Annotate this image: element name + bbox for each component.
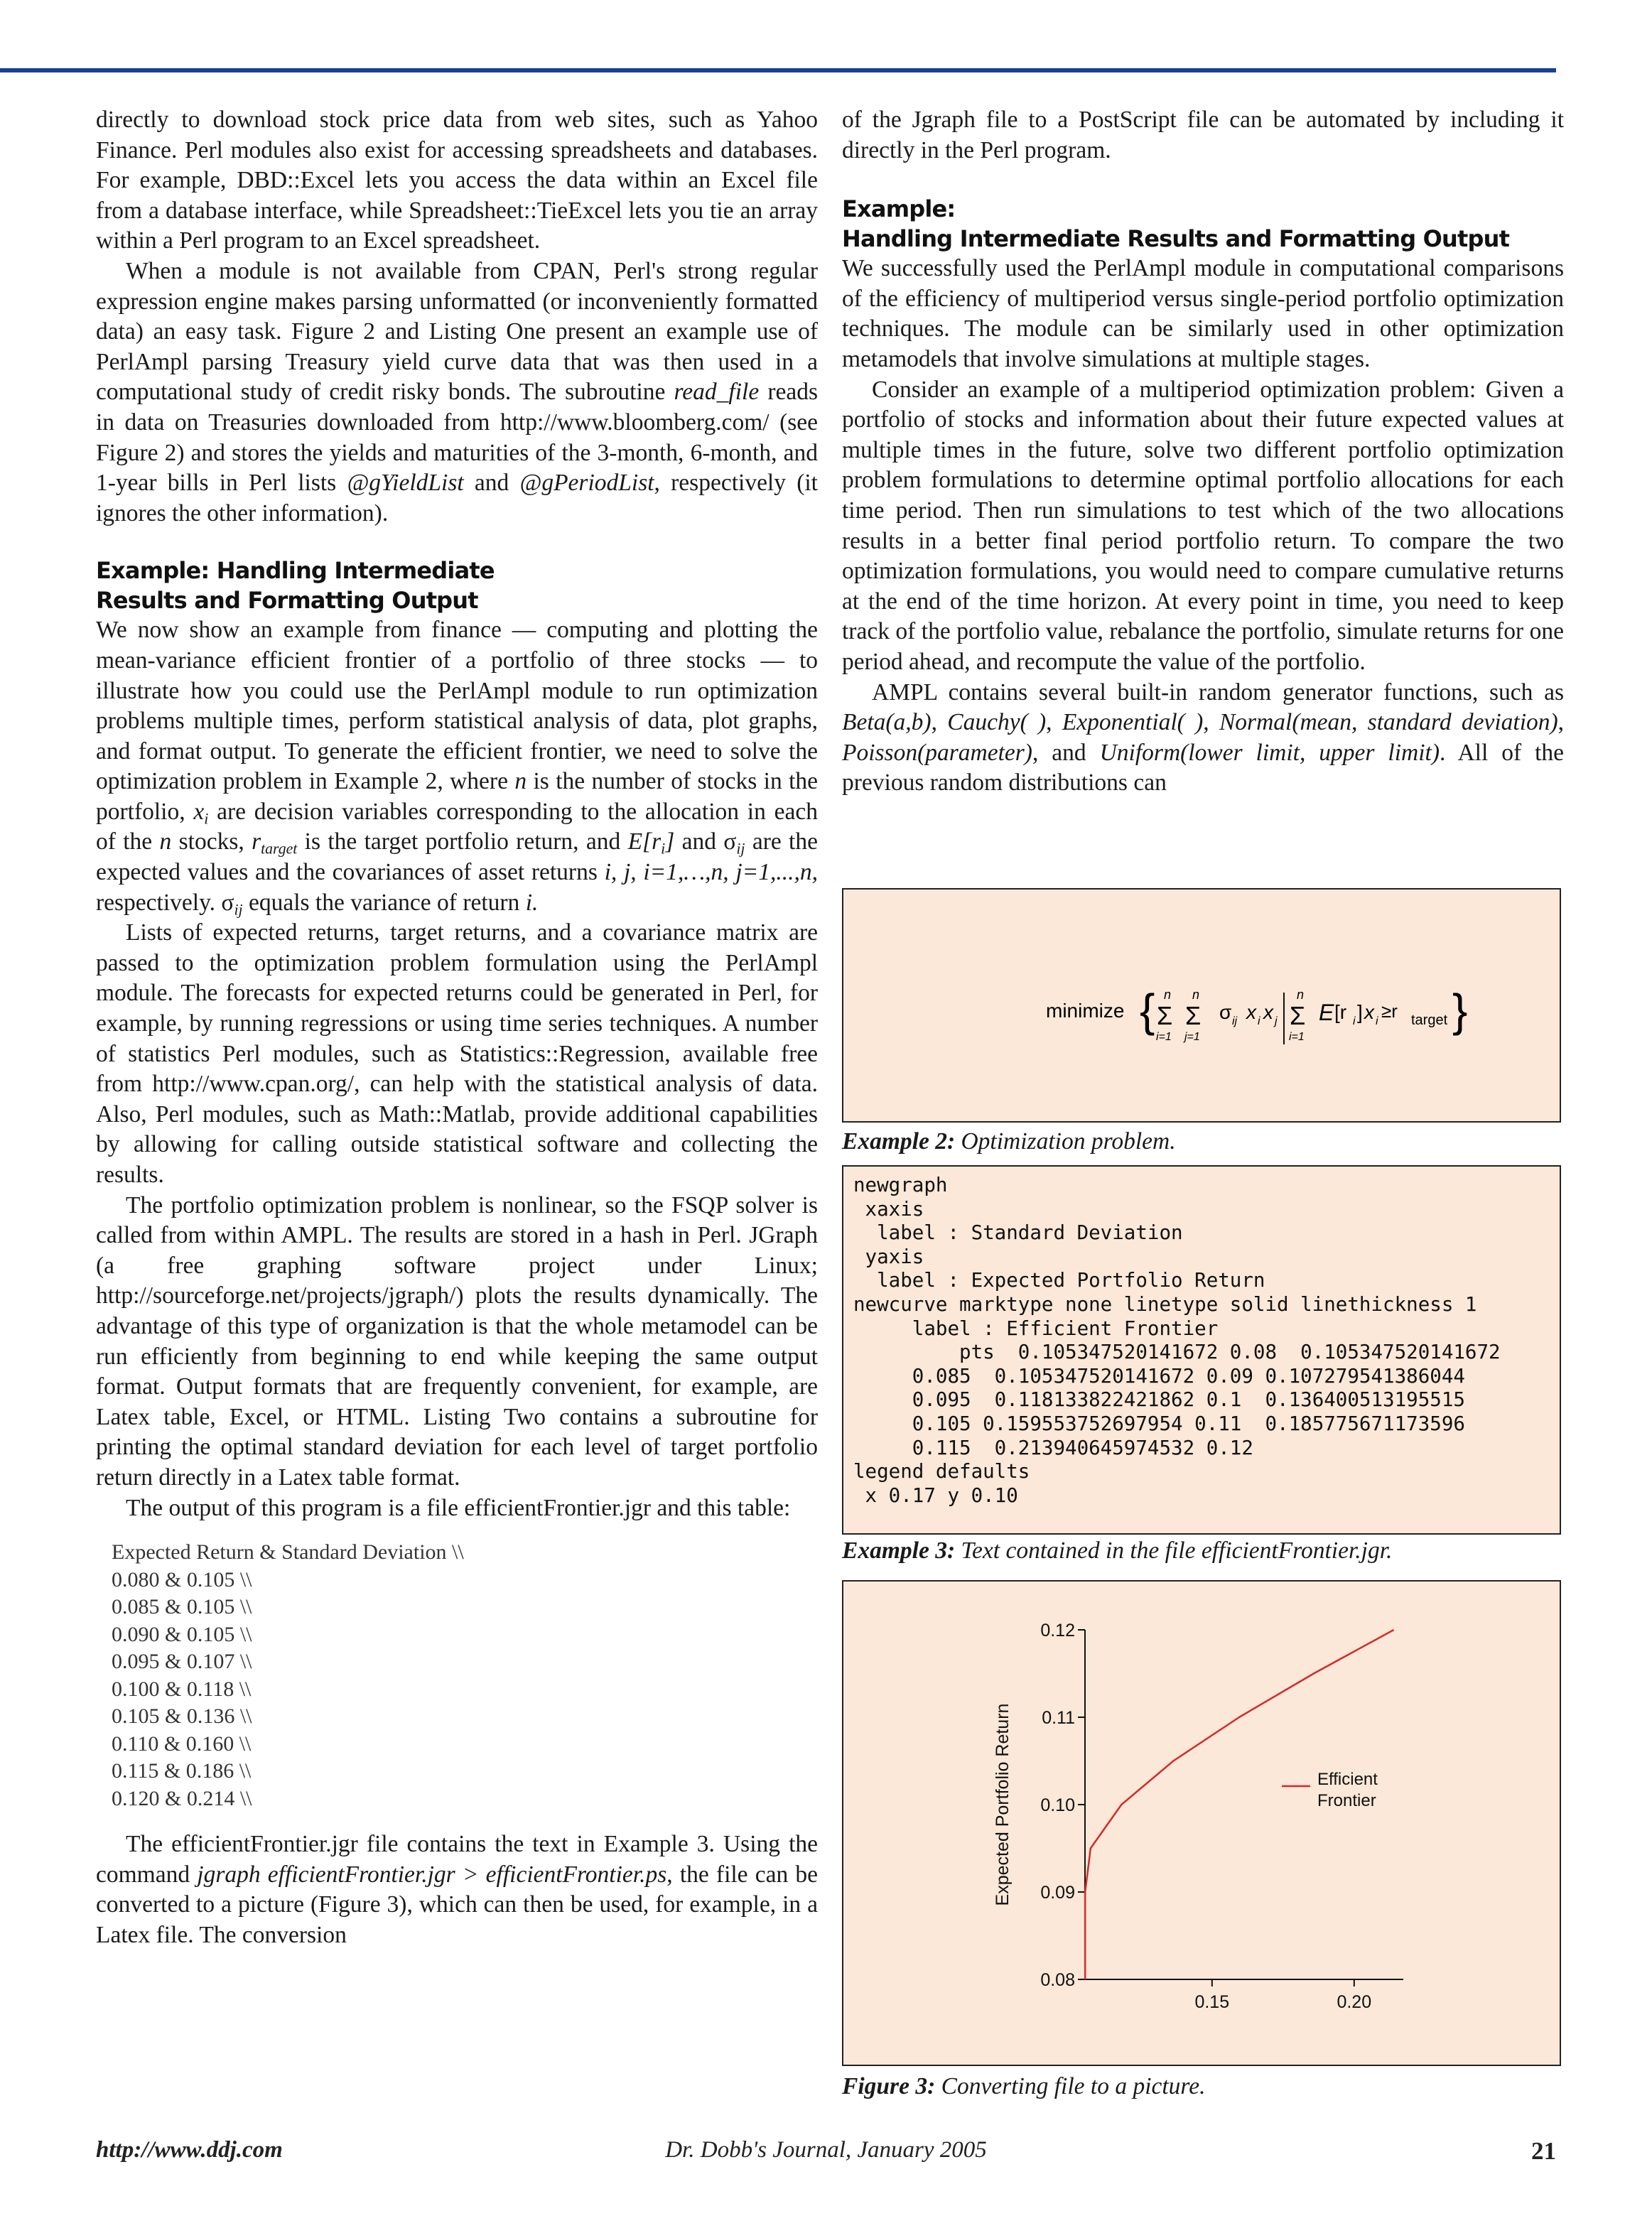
formula-E: E (1319, 1000, 1334, 1025)
formula-sum1-bottom: i=1 (1156, 1031, 1172, 1043)
formula-xj: x (1263, 1001, 1273, 1023)
figure3-caption: Figure 3: Converting file to a picture. (842, 2073, 1206, 2099)
formula-sigma-sub: ij (1232, 1015, 1238, 1027)
code-line: x 0.17 y 0.10 (853, 1483, 1018, 1507)
example3-caption: Example 3: Text contained in the file efficientFrontier.jgr. (842, 1537, 1393, 1564)
formula-geq-r: ≥r (1381, 1000, 1398, 1022)
code-line: newcurve marktype none linetype solid linethickness 1 (853, 1292, 1477, 1316)
code-line: 0.115 0.213940645974532 0.12 (853, 1436, 1253, 1459)
right-column (842, 105, 1564, 799)
formula-sum1-top: n (1164, 988, 1172, 1002)
x-tick-label: 0.15 (1194, 1992, 1230, 2012)
code-line: label : Standard Deviation (853, 1221, 1183, 1245)
code-line: xaxis (853, 1197, 924, 1221)
formula-minimize: minimize (1046, 1000, 1125, 1022)
code-line: label : Efficient Frontier (853, 1317, 1219, 1340)
figure3-box (842, 1580, 1561, 2066)
right-paragraph-4: AMPL contains several built-in random generator functions, such as Beta(a,b), Cauchy( ), Exponential( ), Normal(mean, standard deviation), Poisson(parameter), and Uniform(lower limit, upper limit). All of the previous random distributions can (842, 679, 1565, 796)
latex-row: 0.080 & 0.105 \\ (112, 1567, 252, 1591)
latex-row: 0.095 & 0.107 \\ (112, 1650, 252, 1674)
formula-target: target (1411, 1012, 1448, 1028)
code-line: label : Expected Portfolio Return (853, 1269, 1265, 1292)
formula-sum2: Σ (1185, 1001, 1202, 1030)
formula-right-brace: } (1452, 985, 1468, 1036)
example2-caption: Example 2: Optimization problem. (842, 1128, 1176, 1155)
latex-row: 0.085 & 0.105 \\ (112, 1595, 252, 1619)
formula-sum3-top: n (1297, 988, 1305, 1002)
right-paragraph-1: of the Jgraph file to a PostScript file can be automated by including it directly in the Perl program. (842, 107, 1564, 163)
optimization-formula (1046, 961, 1557, 1060)
header-rule (0, 68, 1556, 72)
formula-sum3-bottom: i=1 (1289, 1031, 1305, 1043)
formula-sum3: Σ (1290, 1001, 1306, 1030)
formula-r-close: ] (1357, 1001, 1363, 1023)
formula-left-brace: { (1140, 985, 1155, 1036)
formula-xi-sub: i (1258, 1015, 1260, 1027)
code-line: yaxis (853, 1245, 924, 1268)
y-axis-label: Expected Portfolio Return (993, 1703, 1013, 1906)
left-paragraph-7: The efficientFrontier.jgr file contains the text in Example 3. Using the command jgraph efficientFrontier.jgr > efficientFrontier.ps, the file can be converted to a picture (Figure 3), which can then be used, for example, in a Latex file. The conversion (96, 1831, 818, 1948)
formula-r-sub: i (1353, 1015, 1356, 1027)
legend-label: Frontier (1317, 1791, 1376, 1810)
code-line: newgraph (853, 1174, 948, 1196)
latex-row: Expected Return & Standard Deviation \\ (112, 1540, 464, 1564)
latex-row: 0.100 & 0.118 \\ (112, 1677, 252, 1701)
formula-sum2-bottom: j=1 (1184, 1031, 1200, 1043)
formula-sigma: σ (1219, 1001, 1232, 1023)
code-line: 0.105 0.159553752697954 0.11 0.185775671173596 (853, 1412, 1465, 1435)
example3-box (842, 1165, 1561, 1535)
right-paragraph-3: Consider an example of a multiperiod optimization problem: Given a portfolio of stocks and information about their future expected values at multiple times in the future, solve two different portfolio optimization problem formulations to determine optimal portfolio allocations for each time period. Then run simulations to test which of the two allocations results in a better final period portfolio return. To compare the two optimization formulations, you would need to compare cumulative returns at the end of the time horizon. At every point in time, you need to keep track of the portfolio value, rebalance the portfolio, simulate returns for one period ahead, and recompute the value of the portfolio. (842, 376, 1564, 675)
left-paragraph-1: directly to download stock price data from web sites, such as Yahoo Finance. Perl modules also exist for accessing spreadsheets and databases. For example, DBD::Excel lets you access the data within an Excel file from a database interface, while Spreadsheet::TieExcel lets you tie an array within a Perl program to an Excel spreadsheet. (96, 107, 818, 254)
formula-sum1: Σ (1157, 1001, 1173, 1030)
formula-sum2-top: n (1192, 988, 1200, 1002)
code-line: 0.095 0.118133822421862 0.1 0.136400513195515 (853, 1388, 1465, 1412)
left-paragraph-5: The portfolio optimization problem is nonlinear, so the FSQP solver is called from within AMPL. The results are stored in a hash in Perl. JGraph (a free graphing software project under Linux; http://sourceforge.net/projects/jgraph/) plots the results dynamically. The advantage of this type of organization is that the whole metamodel can be run efficiently from beginning to end while keeping the same output format. Output formats that are frequently convenient, for example, are Latex table, Excel, or HTML. Listing Two contains a subroutine for printing the optimal standard deviation for each level of target portfolio return directly in a Latex table format. (96, 1191, 818, 1491)
latex-table (112, 1539, 818, 1812)
latex-row: 0.110 & 0.160 \\ (112, 1731, 252, 1756)
formula-x-sub: i (1376, 1015, 1378, 1027)
code-line: legend defaults (853, 1460, 1030, 1483)
y-tick-label: 0.08 (1040, 1970, 1075, 1990)
example2-box (842, 888, 1561, 1123)
legend-label: Efficient (1317, 1770, 1378, 1789)
formula-xi: x (1246, 1001, 1256, 1023)
x-tick-label: 0.20 (1337, 1992, 1372, 2012)
left-paragraph-4: Lists of expected returns, target returns, and a covariance matrix are passed to the optimization problem formulation using the PerlAmpl module. The forecasts for expected returns could be generated in Perl, for example, by running regressions or using time series techniques. A number of statistics Perl modules, such as Statistics::Regression, available free from http://www.cpan.org/, can help with the statistical analysis of data. Also, Perl modules, such as Math::Matlab, provide additional capabilities by allowing for calling outside statistical software and collecting the results. (96, 919, 818, 1188)
efficient-frontier-chart (843, 1582, 1560, 2065)
right-paragraph-2: We successfully used the PerlAmpl module in computational comparisons of the efficiency of multiperiod versus single-period portfolio optimization techniques. The module can be similarly used in other optimization metamodels that involve simulations at multiple stages. (842, 255, 1564, 372)
formula-r: [r (1334, 1001, 1347, 1023)
code-listing (853, 1174, 1501, 1508)
left-paragraph-6: The output of this program is a file efficientFrontier.jgr and this table: (126, 1494, 791, 1521)
latex-row: 0.120 & 0.214 \\ (112, 1786, 252, 1810)
section-heading-right: Example: Handling Intermediate Results and Formatting Output (842, 195, 1510, 253)
left-paragraph-3: We now show an example from finance — computing and plotting the mean-variance efficient frontier of a portfolio of three stocks — to illustrate how you could use the PerlAmpl module to run optimization problems multiple times, perform statistical analysis of data, plot graphs, and format output. To generate the efficient frontier, we need to solve the optimization problem in Example 2, where n is the number of stocks in the portfolio, $x_i$ are decision variables corresponding to the allocation in each of the n stocks, $r_{target}$ is the target portfolio return, and $E[r_i]$ and $\sigma_{ij}$ are the expected values and the covariances of asset returns i, j, i=1,…,n, j=1,...,n, respectively. $\sigma_{ij}$ equals the variance of return i. (96, 617, 819, 919)
left-paragraph-2: When a module is not available from CPAN, Perl's strong regular expression engine makes parsing unformatted (or inconveniently formatted data) an easy task. Figure 2 and Listing One present an example use of PerlAmpl parsing Treasury yield curve data that was then used in a computational study of credit risky bonds. The subroutine read_file reads in data on Treasuries downloaded from http://www.bloomberg.com/ (see Figure 2) and stores the yields and maturities of the 3-month, 6-month, and 1-year bills in Perl lists @gYieldList and @gPeriodList, respectively (it ignores the other information). (96, 257, 818, 526)
footer-url[interactable]: http://www.ddj.com (96, 2137, 283, 2163)
formula-xj-sub: j (1275, 1015, 1278, 1027)
y-tick-label: 0.12 (1040, 1621, 1075, 1640)
code-line: 0.085 0.105347520141672 0.09 0.107279541386044 (853, 1364, 1465, 1388)
latex-row: 0.115 & 0.186 \\ (112, 1759, 252, 1783)
footer-journal: Dr. Dobb's Journal, January 2005 (665, 2137, 987, 2163)
section-heading-left: Example: Handling Intermediate Results and Formatting Output (96, 557, 495, 615)
left-column (96, 105, 818, 1951)
y-tick-label: 0.10 (1040, 1795, 1075, 1815)
latex-row: 0.090 & 0.105 \\ (112, 1622, 252, 1646)
formula-x: x (1364, 1001, 1374, 1023)
code-line: pts 0.105347520141672 0.08 0.105347520141672 (853, 1341, 1501, 1364)
y-tick-label: 0.11 (1042, 1708, 1075, 1728)
page-number: 21 (1531, 2137, 1556, 2165)
y-tick-label: 0.09 (1040, 1883, 1075, 1903)
latex-row: 0.105 & 0.136 \\ (112, 1704, 252, 1729)
